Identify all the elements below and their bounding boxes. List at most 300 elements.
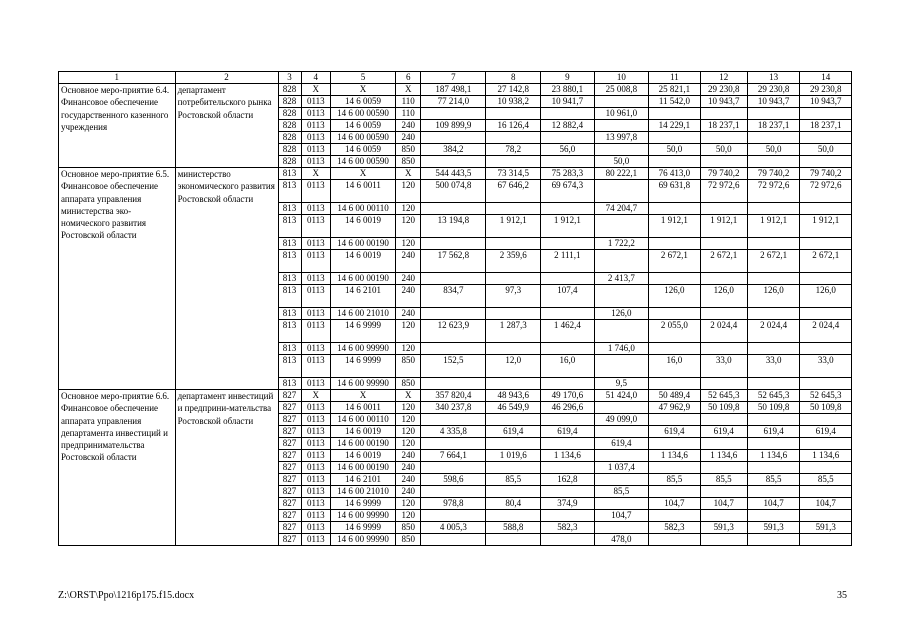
target-article-code: 14 6 00 00190: [331, 462, 396, 474]
expense-type-code: 120: [396, 510, 421, 522]
amount-cell: [486, 355, 541, 378]
amount-cell: [594, 203, 649, 215]
amount-cell: [421, 250, 486, 273]
amount-cell: [747, 132, 800, 144]
amount-value: 11 542,0: [658, 96, 691, 106]
amount-value: 1 912,1: [710, 215, 738, 225]
amount-value: 72 972,6: [809, 180, 842, 190]
amount-value: 1 912,1: [499, 215, 527, 225]
amount-cell: [800, 498, 852, 510]
executor-name: департамент инвестиций и предприни-мательства Ростовской области: [175, 390, 278, 546]
amount-cell: [594, 250, 649, 273]
column-number-header: 6: [396, 72, 421, 84]
amount-value: 14 229,1: [658, 120, 691, 130]
amount-cell: [800, 343, 852, 355]
section-code: 0113: [301, 156, 330, 168]
amount-value: 73 314,5: [497, 168, 529, 178]
amount-cell: [541, 474, 595, 486]
amount-cell: [594, 96, 649, 108]
amount-value: 10 961,0: [605, 108, 638, 118]
amount-cell: [486, 534, 541, 546]
amount-value: 126,0: [763, 285, 784, 295]
amount-cell: [700, 355, 747, 378]
ministry-code: 827: [278, 474, 301, 486]
amount-value: 2 024,4: [710, 320, 738, 330]
amount-value: 2 672,1: [660, 250, 688, 260]
expense-type-code: 120: [396, 438, 421, 450]
amount-cell: [747, 343, 800, 355]
amount-cell: [747, 273, 800, 285]
amount-value: 1 134,6: [710, 450, 738, 460]
amount-cell: [541, 84, 595, 96]
amount-cell: [594, 426, 649, 438]
amount-value: 51 424,0: [605, 390, 638, 400]
amount-cell: [594, 474, 649, 486]
amount-cell: [747, 180, 800, 203]
amount-cell: [747, 144, 800, 156]
amount-cell: [421, 402, 486, 414]
amount-cell: [486, 108, 541, 120]
amount-cell: [421, 498, 486, 510]
amount-value: 52 645,3: [757, 390, 790, 400]
amount-value: 4 005,3: [439, 522, 467, 532]
section-code: 0113: [301, 534, 330, 546]
column-number-header: 11: [649, 72, 700, 84]
amount-value: 50,0: [666, 144, 683, 154]
amount-value: 10 943,7: [708, 96, 740, 106]
amount-cell: [747, 308, 800, 320]
amount-value: 47 962,9: [658, 402, 691, 412]
amount-cell: [747, 438, 800, 450]
amount-cell: [421, 486, 486, 498]
amount-cell: [594, 390, 649, 402]
amount-cell: [700, 238, 747, 250]
amount-value: 85,5: [715, 474, 732, 484]
amount-value: 18 237,1: [809, 120, 842, 130]
target-article-code: 14 6 0059: [331, 120, 396, 132]
amount-value: 109 899,9: [435, 120, 472, 130]
amount-cell: [700, 534, 747, 546]
amount-cell: [421, 462, 486, 474]
column-number-header: 1: [59, 72, 176, 84]
amount-cell: [486, 486, 541, 498]
target-article-code: 14 6 2101: [331, 285, 396, 308]
amount-cell: [486, 438, 541, 450]
amount-cell: [541, 320, 595, 343]
amount-cell: [747, 498, 800, 510]
amount-cell: [594, 180, 649, 203]
amount-cell: [700, 308, 747, 320]
amount-value: 619,4: [664, 426, 685, 436]
amount-cell: [594, 273, 649, 285]
amount-cell: [800, 285, 852, 308]
amount-value: 74 204,7: [605, 203, 638, 213]
amount-cell: [541, 510, 595, 522]
amount-value: 50,0: [613, 156, 630, 166]
section-code: 0113: [301, 343, 330, 355]
amount-value: 77 214,0: [437, 96, 470, 106]
amount-value: 85,5: [666, 474, 683, 484]
ministry-code: 813: [278, 378, 301, 390]
amount-cell: [421, 132, 486, 144]
expense-type-code: 110: [396, 96, 421, 108]
amount-value: 374,9: [557, 498, 578, 508]
ministry-code: 827: [278, 414, 301, 426]
amount-cell: [541, 180, 595, 203]
amount-value: 50 109,8: [809, 402, 842, 412]
ministry-code: 827: [278, 390, 301, 402]
amount-cell: [700, 285, 747, 308]
expense-type-code: X: [396, 390, 421, 402]
section-code: X: [301, 390, 330, 402]
amount-cell: [649, 378, 700, 390]
amount-value: 619,4: [611, 438, 632, 448]
amount-cell: [649, 180, 700, 203]
amount-cell: [421, 510, 486, 522]
amount-value: 2 024,4: [812, 320, 840, 330]
ministry-code: 827: [278, 522, 301, 534]
amount-cell: [649, 498, 700, 510]
amount-value: 591,3: [763, 522, 784, 532]
amount-cell: [486, 320, 541, 343]
expense-type-code: 120: [396, 498, 421, 510]
amount-cell: [800, 450, 852, 462]
amount-cell: [700, 120, 747, 132]
amount-value: 12 882,4: [551, 120, 584, 130]
amount-value: 97,3: [505, 285, 522, 295]
amount-value: 126,0: [815, 285, 836, 295]
amount-value: 978,8: [443, 498, 464, 508]
amount-value: 29 230,8: [708, 84, 740, 94]
amount-cell: [541, 378, 595, 390]
amount-value: 69 631,8: [658, 180, 691, 190]
amount-cell: [486, 343, 541, 355]
section-code: 0113: [301, 96, 330, 108]
amount-cell: [594, 215, 649, 238]
amount-cell: [649, 132, 700, 144]
amount-cell: [700, 438, 747, 450]
amount-value: 29 230,8: [757, 84, 790, 94]
amount-value: 13 194,8: [437, 215, 470, 225]
amount-cell: [421, 355, 486, 378]
amount-cell: [421, 285, 486, 308]
amount-cell: [800, 144, 852, 156]
amount-value: 152,5: [443, 355, 464, 365]
amount-value: 48 943,6: [497, 390, 529, 400]
ministry-code: 827: [278, 426, 301, 438]
section-code: 0113: [301, 355, 330, 378]
target-article-code: 14 6 00 00110: [331, 414, 396, 426]
ministry-code: 828: [278, 96, 301, 108]
expense-type-code: 120: [396, 426, 421, 438]
amount-cell: [700, 168, 747, 180]
amount-value: 162,8: [557, 474, 578, 484]
target-article-code: 14 6 00 00590: [331, 132, 396, 144]
amount-cell: [594, 414, 649, 426]
amount-cell: [747, 390, 800, 402]
ministry-code: 828: [278, 132, 301, 144]
target-article-code: 14 6 00 99990: [331, 343, 396, 355]
table-row: [59, 84, 852, 96]
expense-type-code: 120: [396, 320, 421, 343]
amount-value: 52 645,3: [809, 390, 842, 400]
ministry-code: 813: [278, 168, 301, 180]
ministry-code: 813: [278, 250, 301, 273]
amount-value: 1 912,1: [660, 215, 688, 225]
amount-value: 18 237,1: [757, 120, 790, 130]
section-code: 0113: [301, 498, 330, 510]
amount-cell: [594, 378, 649, 390]
amount-cell: [421, 522, 486, 534]
amount-cell: [541, 285, 595, 308]
amount-value: 107,4: [557, 285, 578, 295]
amount-cell: [700, 320, 747, 343]
amount-value: 10 943,7: [757, 96, 790, 106]
amount-cell: [747, 320, 800, 343]
amount-cell: [594, 510, 649, 522]
amount-value: 85,5: [817, 474, 834, 484]
amount-cell: [747, 534, 800, 546]
amount-value: 50,0: [817, 144, 834, 154]
amount-cell: [700, 402, 747, 414]
ministry-code: 827: [278, 510, 301, 522]
amount-cell: [700, 486, 747, 498]
amount-cell: [747, 250, 800, 273]
amount-value: 10 938,2: [497, 96, 529, 106]
amount-cell: [594, 144, 649, 156]
amount-cell: [747, 285, 800, 308]
amount-value: 126,0: [664, 285, 685, 295]
section-code: 0113: [301, 510, 330, 522]
amount-cell: [800, 320, 852, 343]
expense-type-code: 120: [396, 238, 421, 250]
amount-cell: [747, 84, 800, 96]
amount-cell: [594, 108, 649, 120]
amount-value: 1 462,4: [553, 320, 581, 330]
amount-value: 104,7: [763, 498, 784, 508]
section-code: 0113: [301, 414, 330, 426]
target-article-code: X: [331, 168, 396, 180]
amount-cell: [747, 426, 800, 438]
section-code: 0113: [301, 378, 330, 390]
section-code: 0113: [301, 285, 330, 308]
amount-cell: [594, 450, 649, 462]
amount-cell: [649, 426, 700, 438]
amount-cell: [800, 132, 852, 144]
amount-cell: [486, 390, 541, 402]
amount-cell: [594, 343, 649, 355]
column-number-header: 8: [486, 72, 541, 84]
amount-cell: [486, 426, 541, 438]
target-article-code: 14 6 00 99990: [331, 378, 396, 390]
amount-value: 33,0: [715, 355, 732, 365]
amount-value: 619,4: [713, 426, 734, 436]
ministry-code: 813: [278, 320, 301, 343]
amount-cell: [421, 203, 486, 215]
amount-cell: [486, 450, 541, 462]
amount-value: 500 074,8: [435, 180, 472, 190]
amount-cell: [486, 474, 541, 486]
amount-value: 126,0: [713, 285, 734, 295]
amount-value: 187 498,1: [435, 84, 472, 94]
amount-cell: [649, 273, 700, 285]
amount-cell: [700, 510, 747, 522]
amount-value: 357 820,4: [435, 390, 472, 400]
amount-cell: [700, 390, 747, 402]
amount-cell: [421, 215, 486, 238]
amount-cell: [594, 402, 649, 414]
amount-value: 10 943,7: [809, 96, 842, 106]
amount-cell: [747, 108, 800, 120]
amount-cell: [541, 308, 595, 320]
section-code: 0113: [301, 462, 330, 474]
amount-cell: [700, 426, 747, 438]
table-row: [59, 168, 852, 180]
amount-value: 72 972,6: [757, 180, 790, 190]
amount-cell: [594, 498, 649, 510]
expense-type-code: 240: [396, 132, 421, 144]
amount-cell: [649, 355, 700, 378]
ministry-code: 828: [278, 84, 301, 96]
amount-value: 12,0: [505, 355, 522, 365]
amount-cell: [700, 522, 747, 534]
ministry-code: 813: [278, 238, 301, 250]
amount-cell: [800, 168, 852, 180]
amount-cell: [800, 96, 852, 108]
expense-type-code: 240: [396, 120, 421, 132]
amount-cell: [541, 96, 595, 108]
amount-cell: [649, 84, 700, 96]
target-article-code: 14 6 9999: [331, 498, 396, 510]
amount-value: 1 912,1: [812, 215, 840, 225]
amount-cell: [800, 402, 852, 414]
target-article-code: 14 6 9999: [331, 355, 396, 378]
amount-cell: [541, 450, 595, 462]
ministry-code: 828: [278, 156, 301, 168]
expense-type-code: 120: [396, 402, 421, 414]
target-article-code: 14 6 9999: [331, 522, 396, 534]
target-article-code: 14 6 0019: [331, 250, 396, 273]
amount-cell: [486, 402, 541, 414]
ministry-code: 813: [278, 180, 301, 203]
amount-cell: [421, 273, 486, 285]
target-article-code: 14 6 0019: [331, 215, 396, 238]
amount-value: 72 972,6: [708, 180, 740, 190]
amount-cell: [421, 168, 486, 180]
amount-value: 834,7: [443, 285, 464, 295]
amount-cell: [421, 238, 486, 250]
section-code: 0113: [301, 474, 330, 486]
amount-cell: [700, 215, 747, 238]
amount-cell: [800, 84, 852, 96]
amount-cell: [700, 144, 747, 156]
amount-value: 478,0: [611, 534, 632, 544]
amount-cell: [541, 203, 595, 215]
amount-value: 104,7: [611, 510, 632, 520]
amount-cell: [800, 414, 852, 426]
column-number-header: 9: [541, 72, 595, 84]
ministry-code: 827: [278, 450, 301, 462]
amount-value: 619,4: [557, 426, 578, 436]
section-code: X: [301, 168, 330, 180]
section-code: 0113: [301, 132, 330, 144]
column-number-header: 7: [421, 72, 486, 84]
amount-value: 79 740,2: [809, 168, 842, 178]
amount-cell: [649, 534, 700, 546]
amount-cell: [649, 144, 700, 156]
amount-cell: [649, 308, 700, 320]
target-article-code: 14 6 00 00590: [331, 156, 396, 168]
amount-cell: [800, 486, 852, 498]
amount-cell: [594, 534, 649, 546]
executor-name: департамент потребительского рынка Ростовской области: [175, 84, 278, 168]
expense-type-code: 240: [396, 450, 421, 462]
amount-cell: [486, 273, 541, 285]
amount-value: 49 099,0: [605, 414, 638, 424]
amount-cell: [421, 308, 486, 320]
target-article-code: 14 6 00 00190: [331, 273, 396, 285]
amount-cell: [700, 273, 747, 285]
amount-cell: [649, 156, 700, 168]
amount-cell: [649, 203, 700, 215]
amount-cell: [700, 474, 747, 486]
amount-value: 52 645,3: [708, 390, 740, 400]
amount-cell: [541, 402, 595, 414]
amount-value: 27 142,8: [497, 84, 529, 94]
amount-cell: [800, 390, 852, 402]
section-code: 0113: [301, 215, 330, 238]
amount-value: 1 134,6: [812, 450, 840, 460]
amount-cell: [486, 215, 541, 238]
section-code: 0113: [301, 203, 330, 215]
amount-cell: [486, 285, 541, 308]
amount-value: 1 037,4: [607, 462, 635, 472]
amount-cell: [747, 402, 800, 414]
column-number-header: 5: [331, 72, 396, 84]
amount-cell: [649, 450, 700, 462]
amount-cell: [421, 378, 486, 390]
amount-value: 56,0: [559, 144, 576, 154]
column-number-header: 14: [800, 72, 852, 84]
amount-cell: [486, 250, 541, 273]
executor-name: министерство экономического развития Ростовской области: [175, 168, 278, 390]
amount-cell: [421, 120, 486, 132]
ministry-code: 827: [278, 498, 301, 510]
expense-type-code: 120: [396, 343, 421, 355]
amount-cell: [421, 534, 486, 546]
amount-cell: [421, 426, 486, 438]
amount-value: 85,5: [613, 486, 630, 496]
amount-value: 4 335,8: [439, 426, 467, 436]
amount-cell: [800, 534, 852, 546]
target-article-code: 14 6 00 00590: [331, 108, 396, 120]
amount-cell: [649, 238, 700, 250]
target-article-code: 14 6 0011: [331, 180, 396, 203]
amount-cell: [594, 320, 649, 343]
ministry-code: 813: [278, 308, 301, 320]
target-article-code: 14 6 9999: [331, 320, 396, 343]
amount-cell: [594, 168, 649, 180]
section-code: 0113: [301, 120, 330, 132]
table-row: [59, 390, 852, 402]
amount-cell: [800, 355, 852, 378]
amount-cell: [649, 522, 700, 534]
expense-type-code: 850: [396, 156, 421, 168]
amount-cell: [594, 355, 649, 378]
amount-value: 18 237,1: [708, 120, 740, 130]
section-code: 0113: [301, 438, 330, 450]
expense-type-code: 120: [396, 180, 421, 203]
